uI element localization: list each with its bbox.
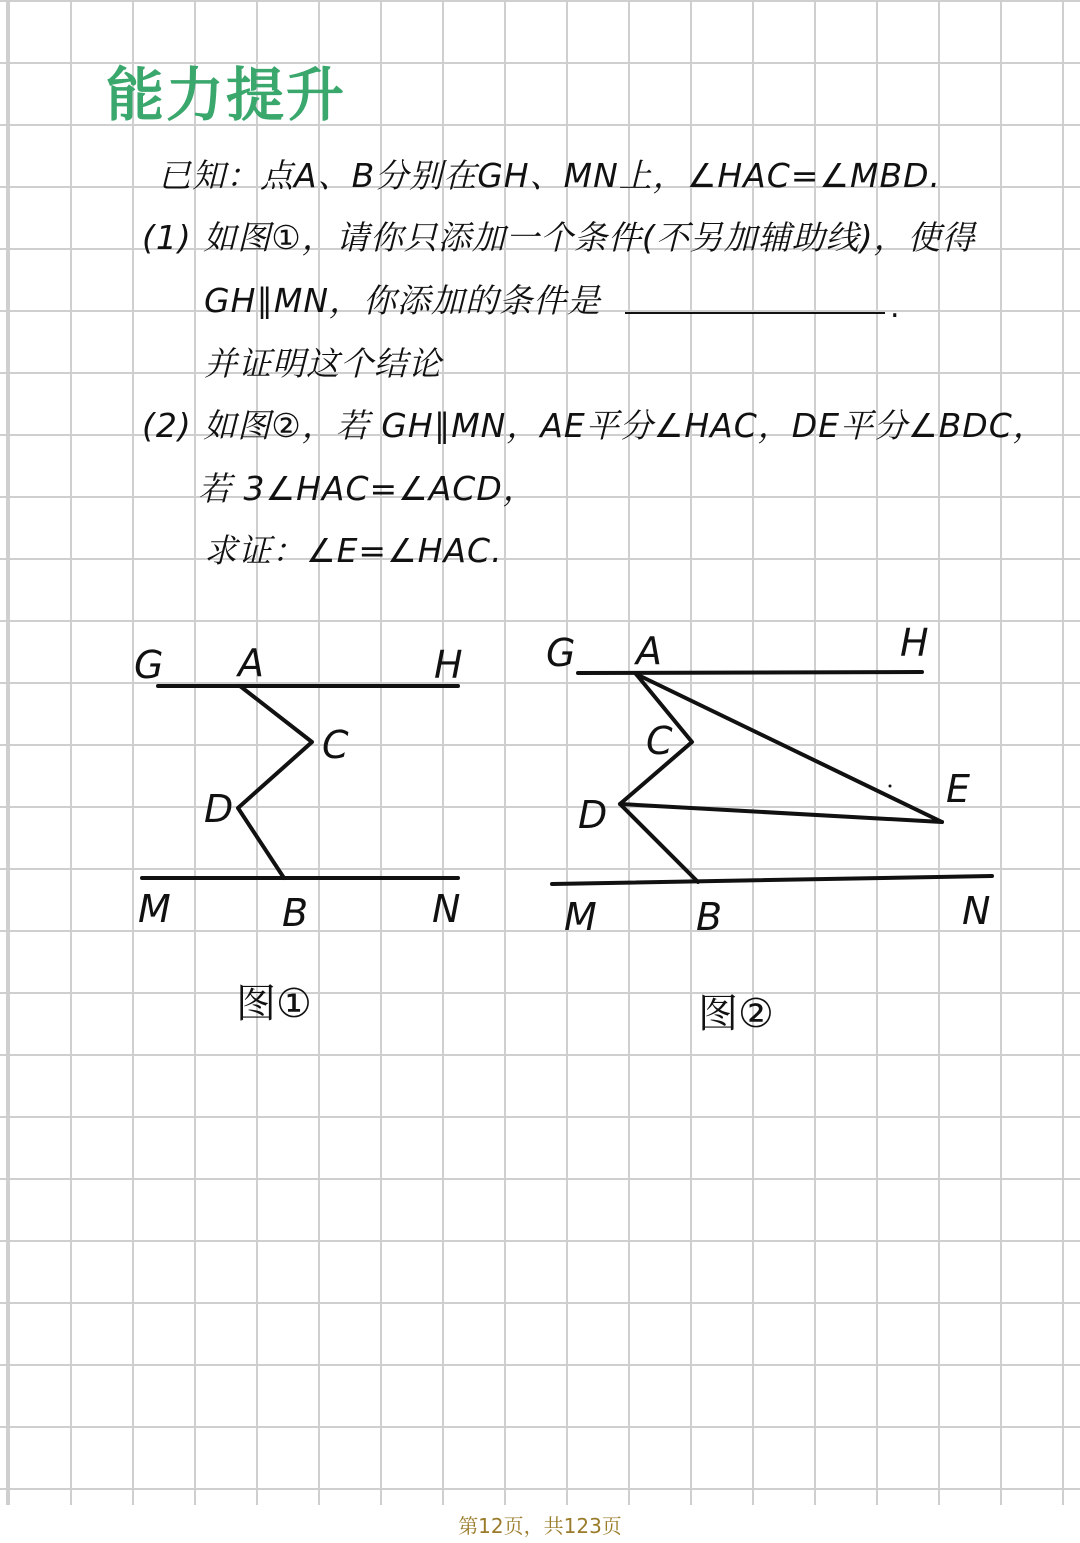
fig1-label-A: A — [238, 641, 264, 685]
fig1-path-ACDB — [238, 686, 312, 878]
fig2-label-G: G — [546, 631, 576, 675]
figure2-caption: 图② — [698, 991, 774, 1037]
fig1-label-D: D — [204, 787, 234, 831]
part2-line3: 求证：∠E=∠HAC. — [204, 531, 503, 570]
answer-blank-period: . — [890, 290, 900, 325]
part1-line3: 并证明这个结论 — [204, 344, 442, 383]
part1-line1: (1) 如图①，请你只添加一个条件(不另加辅助线)，使得 — [142, 218, 976, 257]
fig2-line-DE — [620, 804, 942, 822]
fig2-label-B: B — [696, 895, 723, 939]
part1-line2: GH∥MN，你添加的条件是 — [204, 281, 602, 320]
fig2-label-H: H — [900, 621, 929, 665]
fig2-label-C: C — [646, 719, 673, 763]
fig1-label-G: G — [134, 643, 164, 687]
fig2-label-A: A — [636, 629, 662, 673]
fig1-label-M: M — [138, 887, 171, 931]
section-title: 能力提升 — [106, 61, 347, 129]
fig2-label-E: E — [946, 767, 971, 811]
fig2-label-N: N — [962, 889, 991, 933]
fig2-line-MN — [552, 876, 992, 884]
figure1-caption: 图① — [236, 981, 312, 1027]
page-number: 第12页，共123页 — [458, 1514, 622, 1538]
given-statement: 已知：点A、B分别在GH、MN上，∠HAC=∠MBD. — [158, 156, 942, 195]
fig2-label-D: D — [578, 793, 608, 837]
fig2-path-ACDB — [620, 674, 698, 882]
part2-line1: (2) 如图②，若 GH∥MN，AE平分∠HAC，DE平分∠BDC， — [142, 406, 1047, 445]
fig1-label-B: B — [282, 891, 309, 935]
fig2-line-GH — [578, 672, 922, 673]
fig1-label-H: H — [434, 643, 463, 687]
fig2-line-AE — [636, 674, 942, 822]
fig1-label-N: N — [432, 887, 461, 931]
fig2-stray-dot — [889, 785, 892, 788]
part2-line2: 若 3∠HAC=∠ACD， — [198, 469, 537, 508]
fig1-label-C: C — [322, 723, 349, 767]
fig2-label-M: M — [564, 895, 597, 939]
